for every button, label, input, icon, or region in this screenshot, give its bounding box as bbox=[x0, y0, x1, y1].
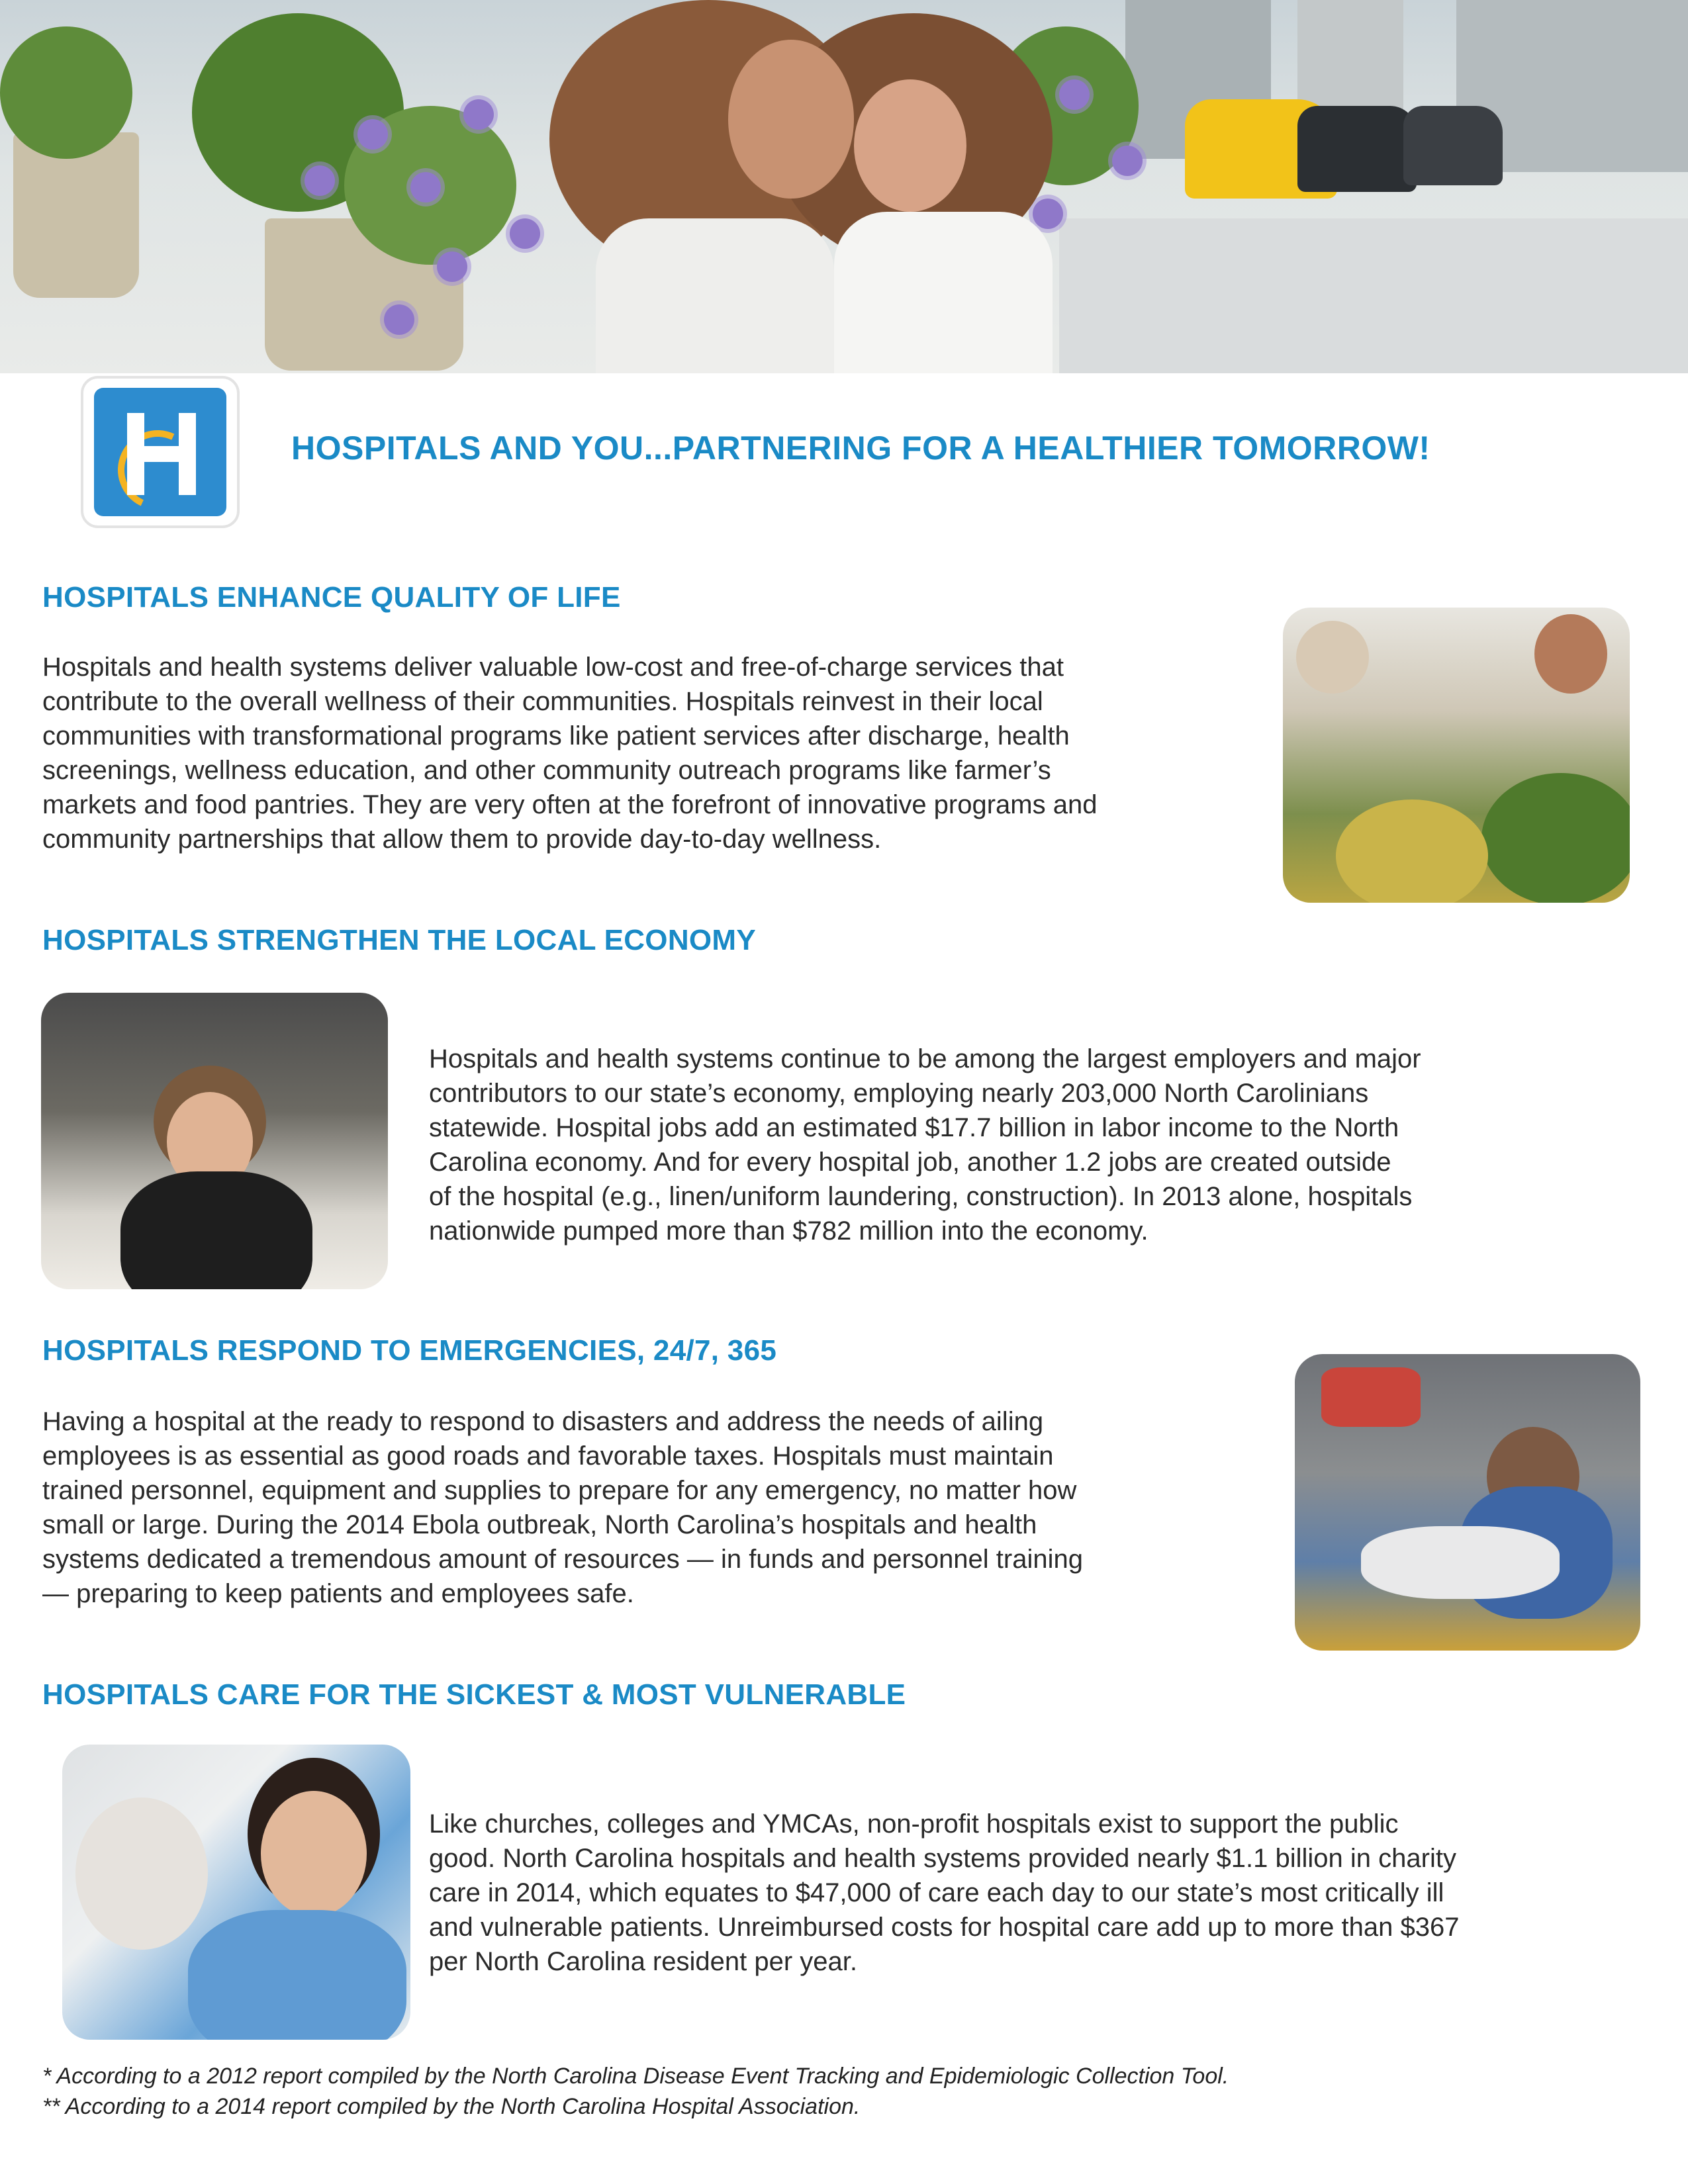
body-line: small or large. During the 2014 Ebola outbreak, North Carolina’s hospitals and health bbox=[42, 1510, 1037, 1539]
body-line: — preparing to keep patients and employees safe. bbox=[42, 1579, 634, 1608]
section-heading-local-economy: HOSPITALS STRENGTHEN THE LOCAL ECONOMY bbox=[42, 924, 757, 956]
section-body-local-economy bbox=[429, 1042, 1673, 1248]
body-line: and vulnerable patients. Unreimbursed costs for hospital care add up to more than $367 bbox=[429, 1913, 1460, 1942]
emergency-responders-photo bbox=[1295, 1354, 1640, 1651]
nurse-with-patient-photo bbox=[62, 1745, 410, 2040]
body-line: good. North Carolina hospitals and health systems provided nearly $1.1 billion in charity bbox=[429, 1844, 1456, 1873]
hero-photo bbox=[0, 0, 1688, 373]
body-line: nationwide pumped more than $782 million into the economy. bbox=[429, 1216, 1149, 1246]
body-line: per North Carolina resident per year. bbox=[429, 1947, 857, 1976]
page-title: HOSPITALS AND YOU...PARTNERING FOR A HEALTHIER TOMORROW! bbox=[291, 430, 1430, 467]
cafe-worker-photo bbox=[41, 993, 388, 1289]
body-line: of the hospital (e.g., linen/uniform laundering, construction). In 2013 alone, hospitals bbox=[429, 1182, 1413, 1211]
body-line: Like churches, colleges and YMCAs, non-profit hospitals exist to support the public bbox=[429, 1809, 1399, 1839]
section-heading-quality-of-life: HOSPITALS ENHANCE QUALITY OF LIFE bbox=[42, 581, 621, 614]
body-line: trained personnel, equipment and supplies to prepare for any emergency, no matter how bbox=[42, 1476, 1077, 1505]
farmers-market-photo bbox=[1283, 608, 1630, 903]
hospital-association-logo bbox=[81, 376, 240, 528]
footnote-1: * According to a 2012 report compiled by the North Carolina Disease Event Tracking and Epidemiologic Collection Tool. bbox=[42, 2064, 1229, 2089]
body-line: Hospitals and health systems continue to be among the largest employers and major bbox=[429, 1044, 1421, 1073]
body-line: contribute to the overall wellness of their communities. Hospitals reinvest in their local bbox=[42, 687, 1043, 716]
footnote-2: ** According to a 2014 report compiled by the North Carolina Hospital Association. bbox=[42, 2094, 861, 2119]
body-line: markets and food pantries. They are very often at the forefront of innovative programs and bbox=[42, 790, 1098, 819]
body-line: statewide. Hospital jobs add an estimated $17.7 billion in labor income to the North bbox=[429, 1113, 1399, 1142]
section-heading-sickest-vulnerable: HOSPITALS CARE FOR THE SICKEST & MOST VULNERABLE bbox=[42, 1678, 906, 1711]
section-body-quality-of-life bbox=[42, 650, 1287, 856]
body-line: employees is as essential as good roads and favorable taxes. Hospitals must maintain bbox=[42, 1441, 1054, 1471]
body-line: Having a hospital at the ready to respond to disasters and address the needs of ailing bbox=[42, 1407, 1044, 1436]
body-line: screenings, wellness education, and other community outreach programs like farmer’s bbox=[42, 756, 1051, 785]
body-line: communities with transformational programs like patient services after discharge, health bbox=[42, 721, 1070, 751]
body-line: systems dedicated a tremendous amount of resources — in funds and personnel training bbox=[42, 1545, 1083, 1574]
body-line: Hospitals and health systems deliver valuable low-cost and free-of-charge services that bbox=[42, 653, 1064, 682]
body-line: community partnerships that allow them to provide day-to-day wellness. bbox=[42, 825, 882, 854]
section-heading-emergencies: HOSPITALS RESPOND TO EMERGENCIES, 24/7, 365 bbox=[42, 1334, 777, 1367]
section-body-sickest-vulnerable bbox=[429, 1807, 1673, 1979]
section-body-emergencies bbox=[42, 1404, 1287, 1611]
body-line: Carolina economy. And for every hospital job, another 1.2 jobs are created outside bbox=[429, 1148, 1391, 1177]
body-line: contributors to our state’s economy, employing nearly 203,000 North Carolinians bbox=[429, 1079, 1369, 1108]
footnotes bbox=[42, 2061, 1229, 2122]
body-line: care in 2014, which equates to $47,000 of care each day to our state’s most critically ill bbox=[429, 1878, 1444, 1907]
